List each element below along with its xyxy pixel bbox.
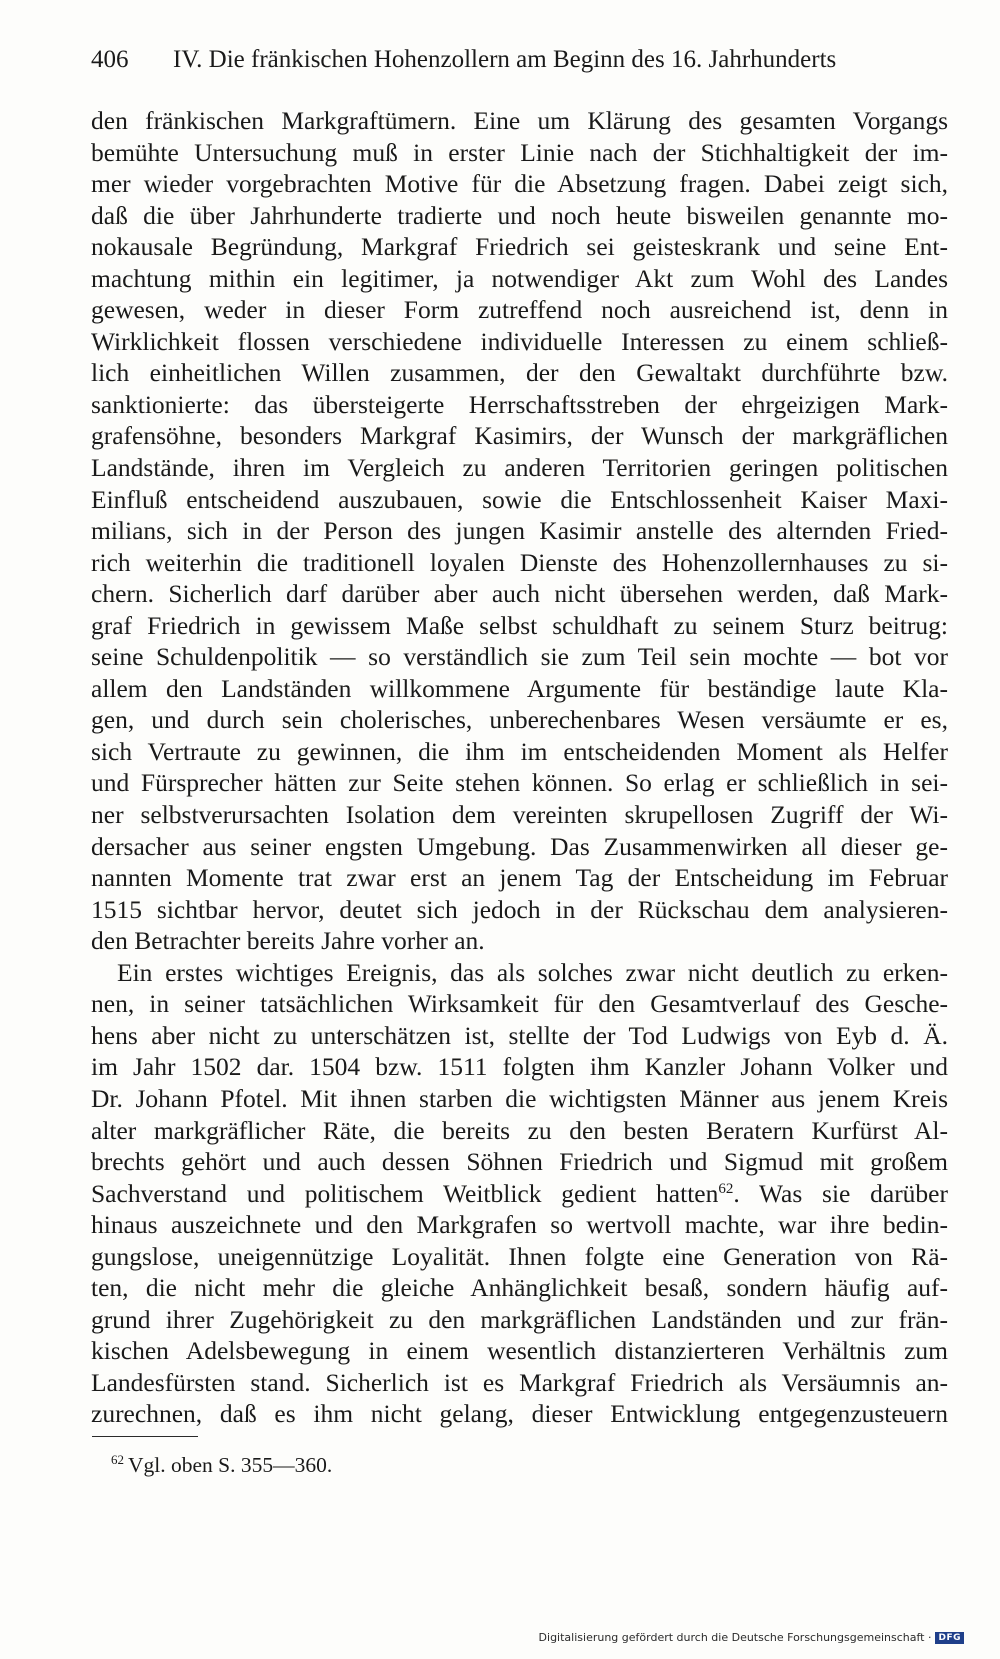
- text-line-with-note: [91, 1178, 948, 1210]
- text-line: gen, und durch sein cholerisches, unberechenbares Wesen versäumte er es,: [91, 705, 948, 735]
- text-line: milians, sich in der Person des jungen Kasimir anstelle des alternden Fried-: [91, 516, 948, 546]
- page-number: 406: [91, 46, 129, 73]
- body-text: [91, 105, 948, 1430]
- text-line: lich einheitlichen Willen zusammen, der den Gewaltakt durchführte bzw.: [91, 358, 948, 388]
- text-line: sanktionierte: das übersteigerte Herrschaftsstreben der ehrgeizigen Mark-: [91, 389, 948, 419]
- text-line: allem den Landständen willkommene Argumente für beständige laute Kla-: [91, 673, 948, 703]
- text-line: Landesfürsten stand. Sicherlich ist es Markgraf Friedrich als Versäumnis an-: [91, 1367, 948, 1397]
- text-line: den Betrachter bereits Jahre vorher an.: [91, 926, 485, 956]
- running-head: [91, 44, 951, 76]
- text-line: nen, in seiner tatsächlichen Wirksamkeit für den Gesamtverlauf des Gesche-: [91, 989, 948, 1019]
- text-line: und Fürsprecher hätten zur Seite stehen können. So erlag er schließlich in sei-: [91, 768, 948, 798]
- running-title: IV. Die fränkischen Hohenzollern am Beginn des 16. Jahrhunderts: [173, 46, 837, 73]
- footnote-text: Vgl. oben S. 355—360.: [128, 1453, 333, 1477]
- text-line: graf Friedrich in gewissem Maße selbst schuldhaft zu seinem Sturz beitrug:: [91, 610, 948, 640]
- text-line: Landstände, ihren im Vergleich zu anderen Territorien geringen politischen: [91, 453, 948, 483]
- text-line: 1515 sichtbar hervor, deutet sich jedoch in der Rückschau dem analysieren-: [91, 894, 948, 924]
- text-line: seine Schuldenpolitik — so verständlich sie zum Teil sein mochte — bot vor: [91, 642, 948, 672]
- text-line: zurechnen, daß es ihm nicht gelang, dieser Entwicklung entgegenzusteuern: [91, 1399, 948, 1429]
- text-line: im Jahr 1502 dar. 1504 bzw. 1511 folgten ihm Kanzler Johann Volker und: [91, 1052, 948, 1082]
- footnote: [111, 1451, 332, 1479]
- text-line: mer wieder vorgebrachten Motive für die Absetzung fragen. Dabei zeigt sich,: [91, 169, 948, 199]
- text-line: daß die über Jahrhunderte tradierte und noch heute bisweilen genannte mo-: [91, 200, 948, 230]
- footnote-number: 62: [111, 1452, 124, 1467]
- text-line: gungslose, uneigennützige Loyalität. Ihnen folgte eine Generation von Rä-: [91, 1241, 948, 1271]
- text-line: Dr. Johann Pfotel. Mit ihnen starben die wichtigsten Männer aus jenem Kreis: [91, 1083, 948, 1113]
- text-line: kischen Adelsbewegung in einem wesentlich distanzierteren Verhältnis zum: [91, 1336, 948, 1366]
- text-line: grafensöhne, besonders Markgraf Kasimirs, der Wunsch der markgräflichen: [91, 421, 948, 451]
- text-line: hinaus auszeichnete und den Markgrafen so wertvoll machte, war ihre bedin-: [91, 1210, 948, 1240]
- text-line: dersacher aus seiner engsten Umgebung. Das Zusammenwirken all dieser ge-: [91, 831, 948, 861]
- text-line: nannten Momente trat zwar erst an jenem Tag der Entscheidung im Februar: [91, 863, 948, 893]
- text-line: Wirklichkeit flossen verschiedene individuelle Interessen zu einem schließ-: [91, 326, 948, 356]
- credit-text: Digitalisierung gefördert durch die Deutsche Forschungsgemeinschaft: [538, 1631, 925, 1644]
- text-line: grund ihrer Zugehörigkeit zu den markgräflichen Landständen und zur frän-: [91, 1304, 948, 1334]
- footnote-reference[interactable]: 62: [718, 1180, 734, 1197]
- text-line: hens aber nicht zu unterschätzen ist, stellte der Tod Ludwigs von Eyb d. Ä.: [91, 1020, 948, 1050]
- line-text-before-note: Sachverstand und politischem Weitblick gedient hatten: [91, 1178, 719, 1208]
- text-line: alter markgräflicher Räte, die bereits zu den besten Beratern Kurfürst Al-: [91, 1115, 948, 1145]
- footnote-rule: [92, 1436, 198, 1437]
- dfg-logo-icon: DFG: [935, 1632, 964, 1644]
- line-text-after-note: . Was sie darüber: [733, 1178, 948, 1208]
- text-line: nokausale Begründung, Markgraf Friedrich sei geisteskrank und seine Ent-: [91, 232, 948, 262]
- text-line: Einfluß entscheidend auszubauen, sowie die Entschlossenheit Kaiser Maxi-: [91, 484, 948, 514]
- text-line: ner selbstverursachten Isolation dem vereinten skrupellosen Zugriff der Wi-: [91, 800, 948, 830]
- text-line: gewesen, weder in dieser Form zutreffend noch ausreichend ist, denn in: [91, 295, 948, 325]
- text-line: Ein erstes wichtiges Ereignis, das als solches zwar nicht deutlich zu erken-: [117, 957, 948, 987]
- text-line: bemühte Untersuchung muß in erster Linie nach der Stichhaltigkeit der im-: [91, 137, 948, 167]
- digitization-credit: Digitalisierung gefördert durch die Deutsche Forschungsgemeinschaft · DFG: [539, 1631, 964, 1645]
- text-line: sich Vertraute zu gewinnen, die ihm im entscheidenden Moment als Helfer: [91, 736, 948, 766]
- text-line: brechts gehört und auch dessen Söhnen Friedrich und Sigmud mit großem: [91, 1147, 948, 1177]
- text-line: rich weiterhin die traditionell loyalen Dienste des Hohenzollernhauses zu si-: [91, 547, 948, 577]
- text-line: ten, die nicht mehr die gleiche Anhänglichkeit besaß, sondern häufig auf-: [91, 1273, 948, 1303]
- text-line: den fränkischen Markgraftümern. Eine um Klärung des gesamten Vorgangs: [91, 106, 948, 135]
- text-line: machtung mithin ein legitimer, ja notwendiger Akt zum Wohl des Landes: [91, 263, 948, 293]
- text-line: chern. Sicherlich darf darüber aber auch nicht übersehen werden, daß Mark-: [91, 579, 948, 609]
